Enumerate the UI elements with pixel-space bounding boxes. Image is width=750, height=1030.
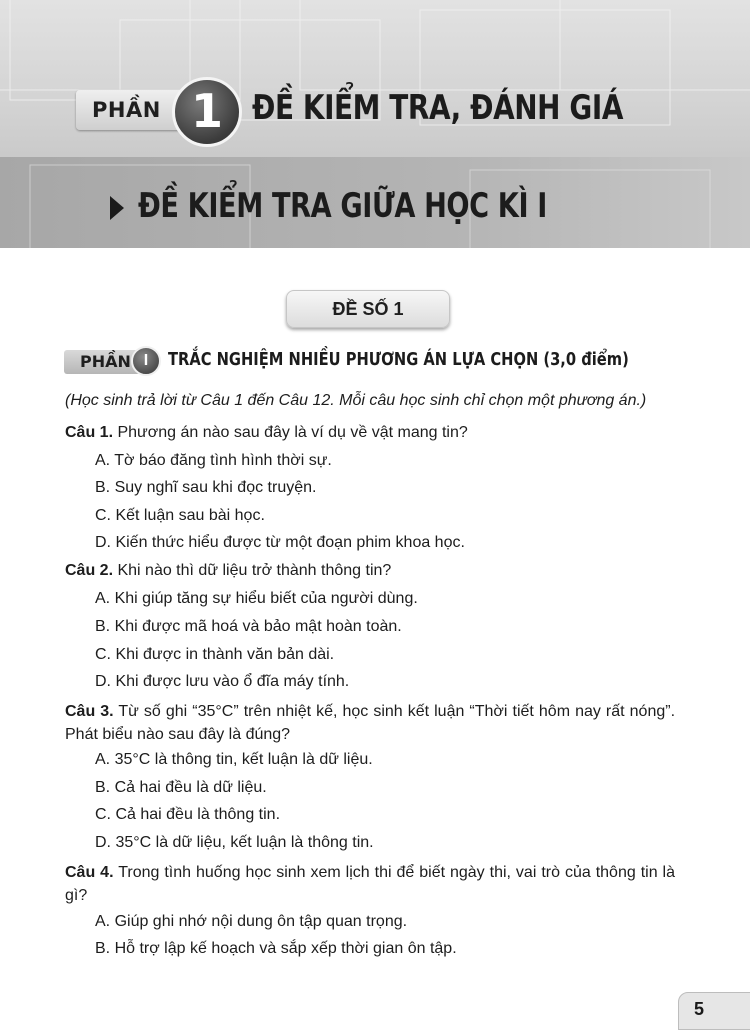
part1-label: PHẦN bbox=[80, 352, 131, 371]
answer-option: C. Cả hai đều là thông tin. bbox=[95, 806, 281, 823]
section-title: ĐỀ KIỂM TRA GIỮA HỌC KÌ I bbox=[138, 186, 547, 226]
answer-option: B. Cả hai đều là dữ liệu. bbox=[95, 779, 267, 796]
answer-option: D. Khi được lưu vào ổ đĩa máy tính. bbox=[95, 673, 350, 690]
question-label: Câu 4. bbox=[65, 864, 114, 881]
part-title: ĐỀ KIỂM TRA, ĐÁNH GIÁ bbox=[252, 88, 623, 128]
question-2 bbox=[65, 562, 391, 580]
part-label: PHẦN bbox=[92, 98, 161, 122]
answer-option: A. Giúp ghi nhớ nội dung ôn tập quan trọng. bbox=[95, 913, 408, 930]
instruction-text: (Học sinh trả lời từ Câu 1 đến Câu 12. Mỗi câu học sinh chỉ chọn một phương án.) bbox=[65, 392, 647, 409]
section-arrow-icon bbox=[110, 196, 124, 220]
answer-option: A. Khi giúp tăng sự hiểu biết của người dùng. bbox=[95, 590, 418, 607]
answer-option: B. Suy nghĩ sau khi đọc truyện. bbox=[95, 479, 317, 496]
question-text: Trong tình huống học sinh xem lịch thi để biết ngày thi, vai trò của thông tin là gì? bbox=[65, 864, 676, 904]
page-number-tab bbox=[678, 992, 750, 1030]
part1-title: TRẮC NGHIỆM NHIỀU PHƯƠNG ÁN LỰA CHỌN (3,0 điểm) bbox=[168, 350, 629, 370]
part1-number-badge: I bbox=[131, 346, 161, 376]
part-number-badge: 1 bbox=[172, 77, 242, 147]
answer-option: A. 35°C là thông tin, kết luận là dữ liệu. bbox=[95, 751, 373, 768]
question-label: Câu 2. bbox=[65, 562, 114, 579]
question-4 bbox=[65, 861, 675, 907]
answer-option: B. Hỗ trợ lập kế hoạch và sắp xếp thời gian ôn tập. bbox=[95, 940, 457, 957]
page-number: 5 bbox=[694, 999, 705, 1019]
exam-number-label: ĐỀ SỐ 1 bbox=[286, 290, 450, 328]
question-label: Câu 1. bbox=[65, 424, 114, 441]
question-1 bbox=[65, 424, 468, 442]
question-text: Phương án nào sau đây là ví dụ về vật mang tin? bbox=[117, 424, 468, 441]
question-text: Từ số ghi “35°C” trên nhiệt kế, học sinh kết luận “Thời tiết hôm nay rất nóng”. Phát biểu nào sau đây là đúng? bbox=[65, 703, 676, 743]
answer-option: A. Tờ báo đăng tình hình thời sự. bbox=[95, 452, 332, 469]
answer-option: B. Khi được mã hoá và bảo mật hoàn toàn. bbox=[95, 618, 402, 635]
question-3 bbox=[65, 700, 675, 746]
question-text: Khi nào thì dữ liệu trở thành thông tin? bbox=[117, 562, 392, 579]
answer-option: C. Kết luận sau bài học. bbox=[95, 507, 265, 524]
answer-option: D. Kiến thức hiểu được từ một đoạn phim khoa học. bbox=[95, 534, 465, 551]
question-label: Câu 3. bbox=[65, 703, 114, 720]
answer-option: D. 35°C là dữ liệu, kết luận là thông tin. bbox=[95, 834, 374, 851]
answer-option: C. Khi được in thành văn bản dài. bbox=[95, 646, 335, 663]
